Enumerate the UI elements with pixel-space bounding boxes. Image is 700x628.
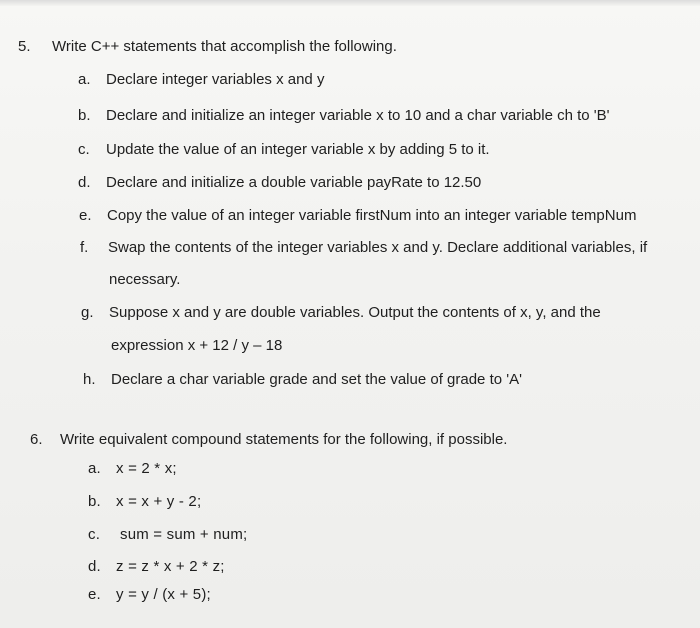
q6-item-b-text: x = x + y - 2;: [116, 493, 202, 510]
q5-item-a-letter: a.: [78, 71, 91, 88]
q5-item-d-text: Declare and initialize a double variable payRate to 12.50: [106, 174, 482, 191]
q6-item-c-text: sum = sum + num;: [120, 526, 248, 543]
q6-item-b-letter: b.: [88, 493, 101, 510]
q6-item-a: [88, 459, 177, 479]
q5-item-h: [83, 370, 522, 390]
q5-item-g-text: Suppose x and y are double variables. Output the contents of x, y, and the: [109, 304, 601, 321]
page-top-edge: [0, 0, 700, 6]
question-5-title: Write C++ statements that accomplish the following.: [52, 38, 397, 55]
question-6-title: Write equivalent compound statements for the following, if possible.: [60, 431, 508, 448]
q6-item-e: [88, 585, 211, 605]
q6-item-c: [88, 525, 247, 545]
q5-item-e-letter: e.: [79, 207, 92, 224]
q6-item-d-letter: d.: [88, 558, 101, 575]
q6-item-e-letter: e.: [88, 586, 101, 603]
q5-item-c-letter: c.: [78, 141, 90, 158]
q5-item-d: [78, 173, 481, 193]
q5-item-f-text: Swap the contents of the integer variables x and y. Declare additional variables, if: [108, 239, 648, 256]
question-6-number: 6.: [30, 431, 43, 448]
q5-item-c: [78, 140, 490, 160]
q5-item-h-letter: h.: [83, 371, 96, 388]
q5-item-a: [78, 70, 324, 90]
q5-item-f: [80, 238, 647, 258]
question-5-heading: [18, 37, 397, 57]
q5-item-h-text: Declare a char variable grade and set the value of grade to 'A': [111, 371, 522, 388]
q6-item-c-letter: c.: [88, 526, 101, 543]
q6-item-a-letter: a.: [88, 460, 101, 477]
q5-item-e: [79, 206, 636, 226]
q5-item-c-text: Update the value of an integer variable x by adding 5 to it.: [106, 141, 490, 158]
q6-item-a-text: x = 2 * x;: [116, 460, 177, 477]
q5-item-g: [81, 303, 601, 323]
q6-item-d: [88, 557, 225, 577]
q5-item-g-continuation: expression x + 12 / y – 18: [111, 337, 283, 354]
q6-item-b: [88, 492, 201, 512]
q5-item-e-text: Copy the value of an integer variable firstNum into an integer variable tempNum: [107, 207, 637, 224]
q6-item-e-text: y = y / (x + 5);: [116, 586, 211, 603]
q5-item-b: [78, 106, 610, 126]
q5-item-b-letter: b.: [78, 107, 91, 124]
q5-item-d-letter: d.: [78, 174, 91, 191]
q6-item-d-text: z = z * x + 2 * z;: [116, 558, 225, 575]
q5-item-f-continuation: necessary.: [109, 271, 181, 288]
q5-item-b-text: Declare and initialize an integer variable x to 10 and a char variable ch to 'B': [106, 107, 610, 124]
q5-item-f-letter: f.: [80, 239, 89, 256]
question-5-number: 5.: [18, 38, 31, 55]
q5-item-a-text: Declare integer variables x and y: [106, 71, 325, 88]
question-6-heading: [30, 430, 507, 450]
q5-item-g-letter: g.: [81, 304, 94, 321]
